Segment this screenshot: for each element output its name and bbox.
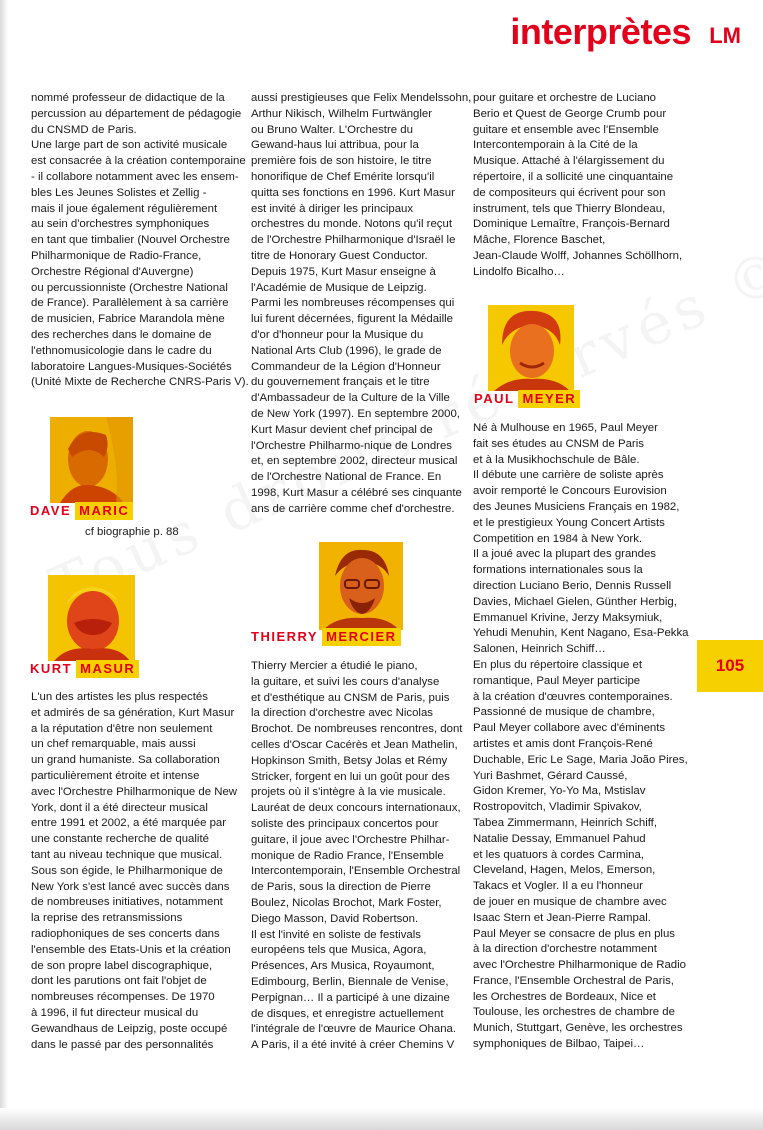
thierry-mercier-bio — [251, 659, 475, 1054]
kurt-masur-bio — [31, 690, 253, 1053]
first-name: DAVE — [30, 503, 72, 518]
portrait-icon — [48, 575, 135, 661]
photo-dave-maric — [50, 417, 133, 503]
page-edge-shadow — [0, 0, 8, 1130]
portrait-icon — [50, 417, 133, 503]
photo-thierry-mercier — [319, 542, 403, 630]
last-name: MERCIER — [322, 628, 400, 646]
paul-meyer-bio — [473, 421, 703, 1053]
name-label-kurt-masur — [30, 660, 139, 678]
col2-top-text: aussi prestigieuses que Felix Mendelssohn, Arthur Nikisch, Wilhelm Furtwängler ou Bruno Walter. L'Orchestre du Gewand-haus lui attribua, pour la première fois de son histoire, le titre honorifique de Chef Emérite lorsqu'il quitta ses fonctions en 1996. Kurt Masur est invité à diriger les principaux orchestres du monde. Notons qu'il reçut de l'Orchestre Philharmonique d'Israël le titre de Honorary Guest Conductor. Depuis 1975, Kurt Masur enseigne à l'Académie de Musique de Leipzig. Parmi les nombreuses récompenses qui lui furent décernées, figurent la Médaille d'or d'honneur pour la Musique du National Arts Club (1996), le grade de Commandeur de la Légion d'Honneur du gouvernement français et le titre d'Ambassadeur de la Culture de la Ville de New York (1997). En septembre 2000, Kurt Masur devient chef principal de l'Orchestre Philharmo-nique de Londres et, en septembre 2002, directeur musical de l'Orchestre National de France. En 1998, Kurt Masur a célébré ses cinquante ans de carrière comme chef d'orchestre. — [251, 92, 472, 515]
thierry-bio-text: Thierry Mercier a étudié le piano, la guitare, et suivi les cours d'analyse et d'esthétique au CNSM de Paris, puis la direction d'orchestre avec Nicolas Brochot. De nombreuses rencontres, dont celles d'Oscar Cacérès et Jean Mathelin, Hopkinson Smith, Betsy Jolas et Rémy Stricker, forgent en lui un goût pour des projets où il s'intègre à la vie musicale. Lauréat de deux concours internationaux, soliste des principaux concertos pour guitare, il joue avec l'Orchestre Philhar- monique de Radio France, l'Ensemble Intercontemporain, l'Ensemble Orchestral de Paris, sous la direction de Pierre Boulez, Nicolas Brochot, Mark Foster, Diego Masson, David Robertson. Il est l'invité en soliste de festivals européens tels que Musica, Agora, Présences, Ars Musica, Royaumont, Edimbourg, Berlin, Biennale de Venise, Perpignan… Il a participé à une dizaine de disques, et enregistre actuellement l'intégrale de l'œuvre de Maurice Ohana. A Paris, il a été invité à créer Chemins V — [251, 660, 463, 1052]
portrait-icon — [488, 305, 574, 391]
col1-top-text: nommé professeur de didactique de la percussion au département de pédagogie du CNSMD de Paris. Une large part de son activité musicale est consacrée à la création contemporaine - il collabore notamment avec les ensem- bles Les Jeunes Solistes et Zellig - mais il joue également régulièrement au sein d'orchestres symphoniques en tant que timbalier (Nouvel Orchestre Philharmonique de Radio-France, Orchestre Régional d'Auvergne) ou percussionniste (Orchestre National de France). Parallèlement à sa carrière de musicien, Fabrice Marandola mène des recherches dans le domaine de l'ethnomusicologie dans le cadre du laboratoire Langues-Musiques-Sociétés (Unité Mixte de Recherche CNRS-Paris V). — [31, 92, 249, 389]
first-name: THIERRY — [251, 629, 319, 644]
photo-paul-meyer — [488, 305, 574, 391]
name-label-thierry-mercier — [251, 628, 401, 646]
portrait-icon — [319, 542, 403, 630]
column-1-intro — [31, 91, 251, 391]
page-bottom-shadow — [0, 1108, 763, 1130]
section-code: LM — [709, 23, 741, 48]
last-name: MEYER — [518, 390, 580, 408]
name-label-paul-meyer — [474, 390, 580, 408]
last-name: MARIC — [75, 502, 133, 520]
col3-top-text: pour guitare et orchestre de Luciano Berio et Quest de George Crumb pour guitare et ensemble avec l'Ensemble Intercontemporain à la Cité de la Musique. Attaché à l'élargissement du répertoire, il a sollicité une cinquantaine de compositeurs qui écrivent pour son instrument, tels que Thierry Blondeau, Dominique Lemaître, François-Bernard Mâche, Florence Baschet, Jean-Claude Wolff, Johannes Schöllhorn, Lindolfo Bicalho… — [473, 92, 683, 278]
kurt-bio-text: L'un des artistes les plus respectés et admirés de sa génération, Kurt Masur a la réputation d'être non seulement un chef remarquable, mais aussi un grand humaniste. Sa collaboration particulièrement étroite et intense avec l'Orchestre Philharmonique de New York, dont il a été directeur musical entre 1991 et 2002, a été marquée par une constante recherche de qualité tant au niveau technique que musical. Sous son égide, le Philharmonique de New York s'est lancé avec succès dans de nombreuses initiatives, notamment la reprise des retransmissions radiophoniques de ses concerts dans l'ensemble des Etats-Unis et la création de son propre label discographique, dont les parutions ont fait l'objet de nombreuses récompenses. De 1970 à 1996, il fut directeur musical du Gewandhaus de Leipzig, poste occupé dans le passé par des personnalités — [31, 691, 238, 1051]
section-title: interprètes — [510, 11, 691, 52]
first-name: KURT — [30, 661, 73, 676]
first-name: PAUL — [474, 391, 515, 406]
photo-kurt-masur — [48, 575, 135, 661]
column-3-intro — [473, 91, 695, 281]
last-name: MASUR — [76, 660, 139, 678]
paul-bio-text: Né à Mulhouse en 1965, Paul Meyer fait ses études au CNSM de Paris et à la Musikhochschule de Bâle. Il débute une carrière de soliste après avoir remporté le Concours Eurovision des Jeunes Musiciens Français en 1982, et le prestigieux Young Concert Artists Competition en 1984 à New York. Il a joué avec la plupart des grandes formations internationales sous la direction Luciano Berio, Dennis Russell Davies, Michael Gielen, Günther Herbig, Emmanuel Krivine, Jerzy Maksymiuk, Yehudi Menuhin, Kent Nagano, Esa-Pekka Salonen, Heinrich Schiff… En plus du répertoire classique et romantique, Paul Meyer participe à la création d'œuvres contemporaines. Passionné de musique de chambre, Paul Meyer collabore avec d'éminents artistes et amis dont François-René Duchable, Eric Le Sage, Maria João Pires, Yuri Bashmet, Gérard Caussé, Gidon Kremer, Yo-Yo Ma, Mstislav Rostropovitch, Vladimir Spivakov, Tabea Zimmermann, Heinrich Schiff, Natalie Dessay, Emmanuel Pahud et les quatuors à cordes Carmina, Cleveland, Hagen, Melos, Emerson, Takacs et Vogler. Il a eu l'honneur de jouer en musique de chambre avec Isaac Stern et Jean-Pierre Rampal. Paul Meyer se consacre de plus en plus à la direction d'orchestre notamment avec l'Orchestre Philharmonique de Radio France, l'Ensemble Orchestral de Paris, les Orchestres de Bordeaux, Nice et Toulouse, les orchestres de chambre de Munich, Stuttgart, Genève, les orchestres symphoniques de Bilbao, Taipei… — [473, 422, 689, 1051]
page-number-tab: 105 — [697, 640, 763, 692]
name-label-dave-maric — [30, 502, 133, 520]
dave-caption: cf biographie p. 88 — [85, 526, 179, 538]
column-2-intro — [251, 91, 473, 518]
